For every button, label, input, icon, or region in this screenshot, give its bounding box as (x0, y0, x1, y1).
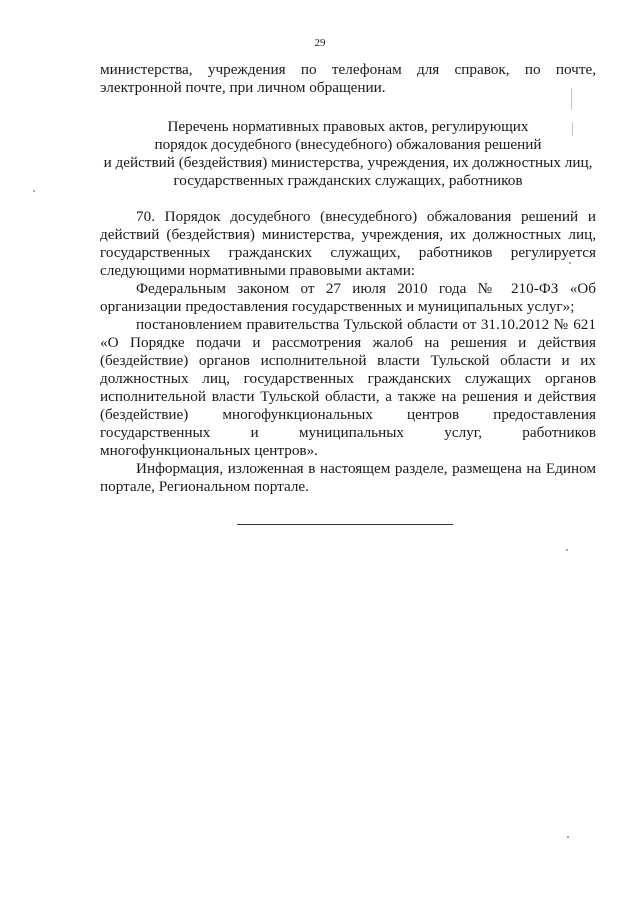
scan-streak (572, 122, 573, 136)
intro-paragraph: министерства, учреждения по телефонам для справок, по почте, электронной почте, при личном обращении. (100, 61, 596, 96)
section-heading: Перечень нормативных правовых актов, регулирующих порядок досудебного (внесудебного) обжалования решений и действий (бездействия) министерства, учреждения, их должностных лиц, государственных гражданских служащих, работников (103, 118, 593, 189)
scan-streak (571, 88, 572, 110)
spacer (100, 97, 596, 118)
paragraph-federal-law: Федеральным законом от 27 июля 2010 года № 210-ФЗ «Об организации предоставления государственных и муниципальных услуг»; (100, 280, 596, 315)
scan-speck (567, 836, 569, 838)
spacer (100, 190, 596, 208)
scan-speck (569, 262, 571, 264)
scan-speck (566, 549, 568, 551)
document-body (100, 61, 596, 496)
page-number: 29 (314, 37, 326, 49)
end-divider (237, 524, 453, 525)
paragraph-information: Информация, изложенная в настоящем разделе, размещена на Едином портале, Региональном портале. (100, 460, 596, 495)
paragraph-resolution: постановлением правительства Тульской области от 31.10.2012 № 621 «О Порядке подачи и рассмотрения жалоб на решения и действия (бездействие) органов исполнительной власти Тульской области и их должностных лиц, государственных гражданских служащих органов исполнительной власти Тульской области, а также на решения и действия (бездействие) многофункциональных центров предоставления государственных и муниципальных услуг, работников многофункциональных центров». (100, 316, 596, 459)
paragraph-70: 70. Порядок досудебного (внесудебного) обжалования решений и действий (бездействия) министерства, учреждения, их должностных лиц, государственных гражданских служащих, работников регулируется следующими нормативными правовыми актами: (100, 208, 596, 279)
scan-speck (33, 190, 35, 192)
